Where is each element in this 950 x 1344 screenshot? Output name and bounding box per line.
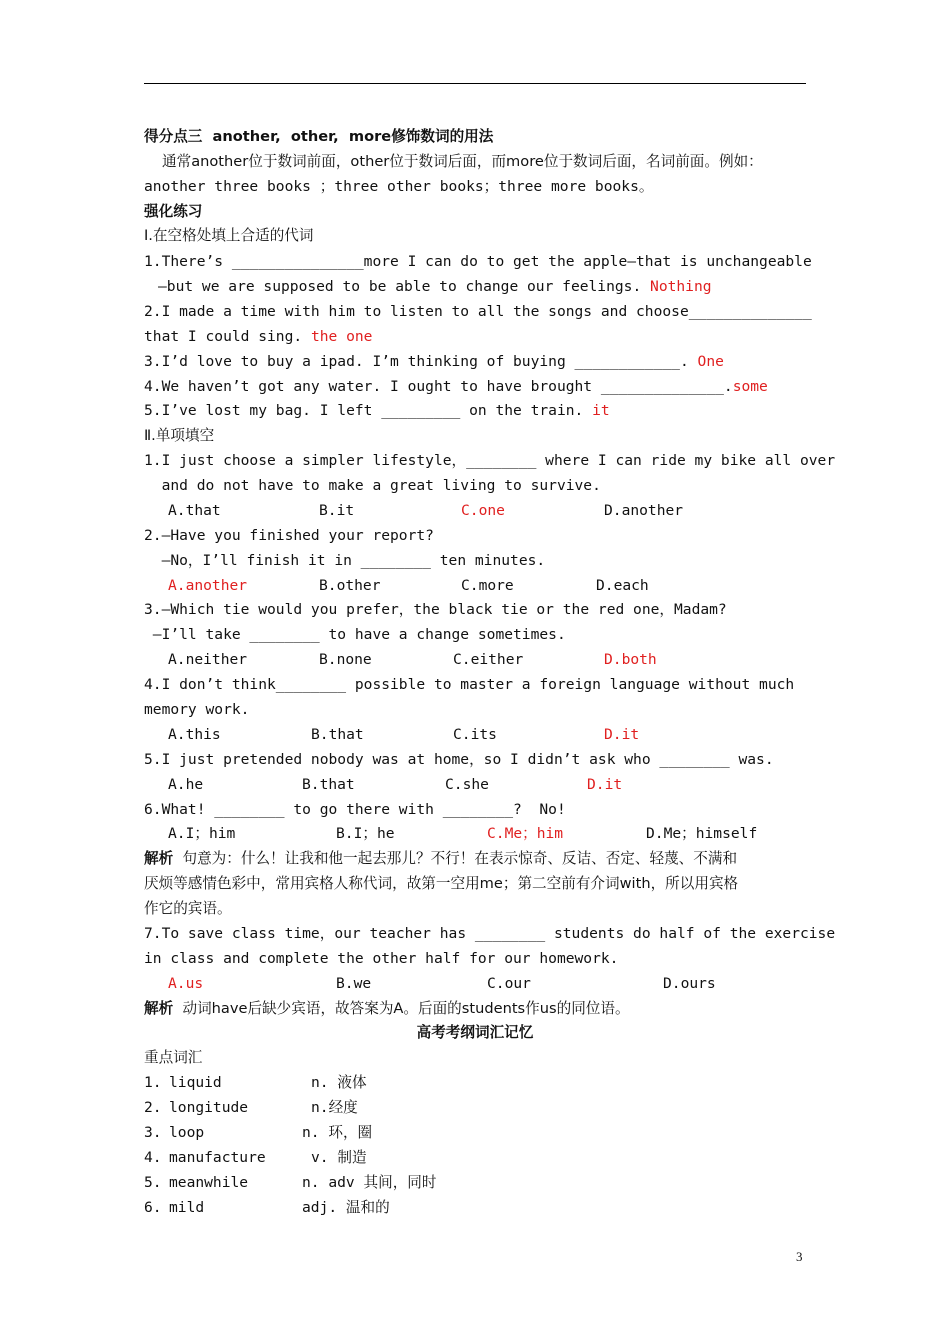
option: A.this bbox=[168, 726, 221, 743]
question-2-stem-1: 2.—Have you finished your report? bbox=[144, 527, 434, 544]
page-number: 3 bbox=[796, 1249, 803, 1264]
vocab-word: longitude bbox=[169, 1099, 249, 1116]
option: B.I；he bbox=[336, 825, 395, 842]
option: D.each bbox=[596, 577, 649, 594]
option: C.one bbox=[461, 502, 505, 519]
fill-item-3: 3.I’d love to buy a ipad. I’m thinking of buying ____________. One bbox=[144, 353, 724, 370]
vocab-definition: n. 液体 bbox=[311, 1074, 367, 1091]
option: D.it bbox=[604, 726, 640, 743]
analysis-6-line-3: 作它的宾语。 bbox=[144, 900, 232, 917]
analysis-label: 解析 bbox=[144, 1000, 174, 1017]
option: C.Me；him bbox=[487, 825, 564, 842]
vocab-definition: n.经度 bbox=[311, 1099, 358, 1116]
fill-item-2-line-1: 2.I made a time with him to listen to all the songs and choose______________ bbox=[144, 303, 812, 320]
vocab-num: 1. bbox=[144, 1074, 162, 1091]
answer: some bbox=[732, 378, 768, 395]
analysis-label: 解析 bbox=[144, 850, 174, 867]
question-7-stem-1: 7.To save class time，our teacher has ________ students do half of the exercise bbox=[144, 925, 836, 942]
vocab-definition: v. 制造 bbox=[311, 1149, 367, 1166]
vocab-word: loop bbox=[169, 1124, 205, 1141]
answer: Nothing bbox=[650, 278, 712, 295]
vocab-definition: n. 环，圈 bbox=[302, 1124, 373, 1141]
fill-item-1-line-1: 1.There’s _______________more I can do to get the apple—that is unchangeable bbox=[144, 253, 812, 270]
vocab-num: 3. bbox=[144, 1124, 162, 1141]
question-3-stem-2: —I’ll take ________ to have a change sometimes. bbox=[144, 626, 566, 643]
option: D.both bbox=[604, 651, 657, 668]
section-title: 得分点三 another, other, more修饰数词的用法 bbox=[144, 128, 494, 145]
option: A.neither bbox=[168, 651, 248, 668]
question-4-stem-2: memory work. bbox=[144, 701, 250, 718]
vocab-num: 4. bbox=[144, 1149, 162, 1166]
vocab-definition: n. adv 其间，同时 bbox=[302, 1174, 437, 1191]
part1-heading: Ⅰ.在空格处填上合适的代词 bbox=[144, 227, 314, 244]
question-7-stem-2: in class and complete the other half for our homework. bbox=[144, 950, 619, 967]
analysis-6-line-2: 厌烦等感情色彩中，常用宾格人称代词，故第一空用me；第二空前有介词with，所以用宾格 bbox=[144, 875, 739, 892]
option: D.ours bbox=[663, 975, 716, 992]
intro-line-2: another three books ；three other books；three more books。 bbox=[144, 178, 654, 195]
option: A.another bbox=[168, 577, 248, 594]
header-rule bbox=[144, 83, 806, 84]
option: C.she bbox=[445, 776, 489, 793]
fill-item-2-line-2: that I could sing. the one bbox=[144, 328, 373, 345]
vocab-definition: adj. 温和的 bbox=[302, 1199, 390, 1216]
option: B.it bbox=[319, 502, 355, 519]
fill-item-1-line-2: —but we are supposed to be able to change our feelings. Nothing bbox=[158, 278, 712, 295]
question-1-stem-2: and do not have to make a great living to survive. bbox=[144, 477, 601, 494]
answer: it bbox=[592, 402, 610, 419]
option: B.we bbox=[336, 975, 372, 992]
intro-line-1: 通常another位于数词前面，other位于数词后面，而more位于数词后面，名词前面。例如： bbox=[162, 153, 763, 170]
vocab-word: liquid bbox=[169, 1074, 222, 1091]
fill-item-5: 5.I’ve lost my bag. I left _________ on the train. it bbox=[144, 402, 610, 419]
option: C.more bbox=[461, 577, 514, 594]
option: B.that bbox=[311, 726, 364, 743]
option: D.Me；himself bbox=[646, 825, 758, 842]
question-5-stem-1: 5.I just pretended nobody was at home，so I didn’t ask who ________ was. bbox=[144, 751, 774, 768]
question-1-stem-1: 1.I just choose a simpler lifestyle，________ where I can ride my bike all over bbox=[144, 452, 836, 469]
option: C.our bbox=[487, 975, 531, 992]
answer: One bbox=[697, 353, 724, 370]
part2-heading: Ⅱ.单项填空 bbox=[144, 427, 215, 444]
option: D.another bbox=[604, 502, 684, 519]
option: B.that bbox=[302, 776, 355, 793]
option: C.its bbox=[453, 726, 497, 743]
vocab-word: manufacture bbox=[169, 1149, 266, 1166]
vocab-title: 高考考纲词汇记忆 bbox=[416, 1024, 534, 1041]
practice-title: 强化练习 bbox=[144, 203, 203, 220]
question-6-stem-1: 6.What! ________ to go there with ________? No! bbox=[144, 801, 566, 818]
fill-item-4: 4.We haven’t got any water. I ought to have brought ______________.some bbox=[144, 378, 768, 395]
question-3-stem-1: 3.—Which tie would you prefer，the black tie or the red one，Madam? bbox=[144, 601, 727, 618]
vocab-subtitle: 重点词汇 bbox=[144, 1049, 203, 1066]
analysis-6-line-1: 解析 句意为：什么！让我和他一起去那儿？不行！在表示惊奇、反诘、否定、轻蔑、不满和 bbox=[144, 850, 738, 867]
vocab-num: 5. bbox=[144, 1174, 162, 1191]
option: A.us bbox=[168, 975, 204, 992]
option: B.none bbox=[319, 651, 372, 668]
option: A.that bbox=[168, 502, 221, 519]
question-4-stem-1: 4.I don’t think________ possible to master a foreign language without much bbox=[144, 676, 795, 693]
option: A.I；him bbox=[168, 825, 236, 842]
vocab-num: 2. bbox=[144, 1099, 162, 1116]
option: A.he bbox=[168, 776, 204, 793]
vocab-word: meanwhile bbox=[169, 1174, 249, 1191]
option: B.other bbox=[319, 577, 381, 594]
option: C.either bbox=[453, 651, 524, 668]
vocab-num: 6. bbox=[144, 1199, 162, 1216]
answer: the one bbox=[310, 328, 373, 345]
analysis-7: 解析 动词have后缺少宾语，故答案为A。后面的students作us的同位语。 bbox=[144, 1000, 630, 1017]
option: D.it bbox=[587, 776, 623, 793]
question-2-stem-2: —No，I’ll finish it in ________ ten minutes. bbox=[144, 552, 546, 569]
vocab-word: mild bbox=[169, 1199, 205, 1216]
